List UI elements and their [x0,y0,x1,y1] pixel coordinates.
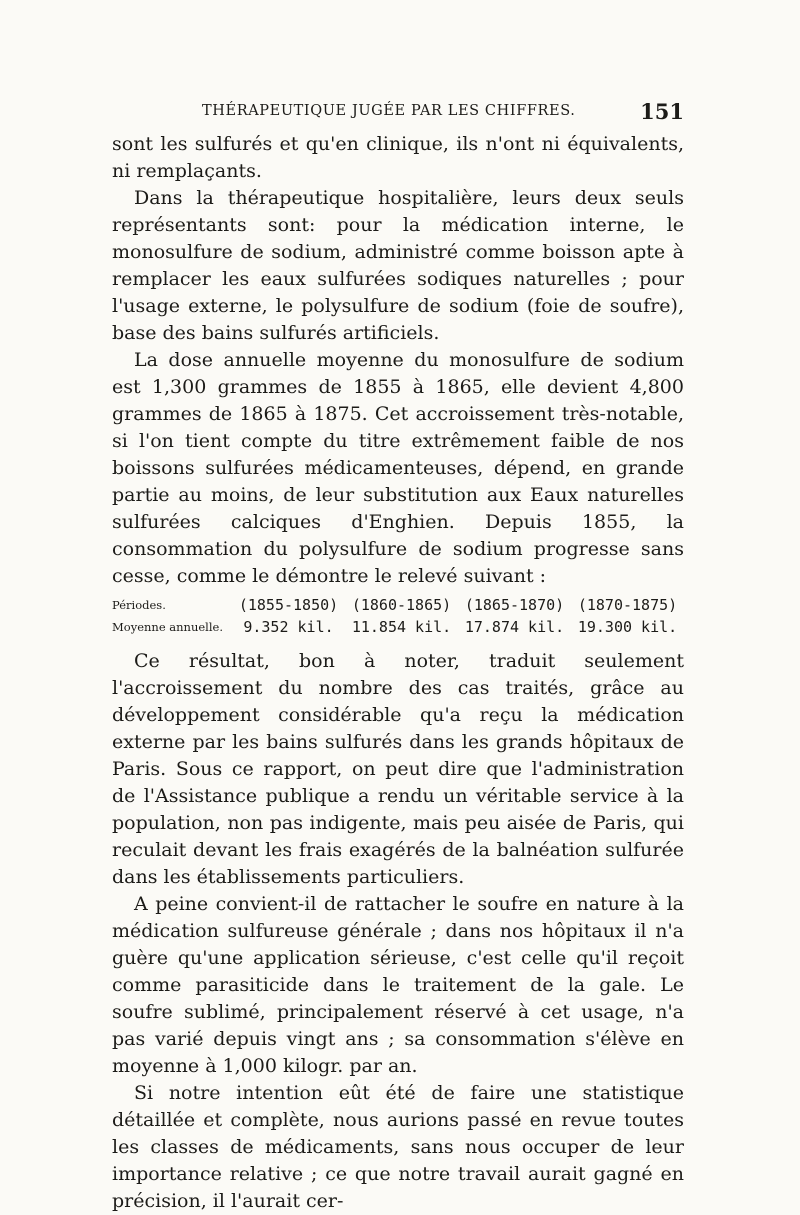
periods-label: Périodes. [112,598,166,612]
paragraph: La dose annuelle moyenne du monosulfure de sodium est 1,300 grammes de 1855 à 1865, elle devient 4,800 grammes de 1865 à 1875. Cet accroissement très-notable, si l'on tient compte du titre extrêmement faible de nos boissons sulfurées médicamenteuses, dépend, en grande partie au moins, de leur substitution aux Eaux naturelles sulfurées calciques d'Enghien. Depuis 1855, la consommation du polysulfure de sodium progresse sans cesse, comme le démontre le relevé suivant : [112,349,684,587]
paragraph: sont les sulfurés et qu'en clinique, ils n'ont ni équivalents, ni remplaçants. [112,133,684,182]
running-head: THÉRAPEUTIQUE JUGÉE PAR LES CHIFFRES. [202,103,576,119]
table-row [112,594,684,616]
page-header [112,99,684,129]
table-cell: 19.300 kil. [577,618,678,636]
table-cell: (1855-1850) [238,596,339,614]
average-label: Moyenne annuelle. [112,620,223,634]
paragraph: Dans la thérapeutique hospitalière, leurs deux seuls représentants sont: pour la médication interne, le monosulfure de sodium, administré comme boisson apte à remplacer les eaux sulfurées sodiques naturelles ; pour l'usage externe, le polysulfure de sodium (foie de soufre), base des bains sulfurés artificiels. [112,187,684,344]
table-cell: 9.352 kil. [243,618,334,636]
page-number: 151 [640,99,684,124]
table-row [112,616,684,638]
consumption-table [112,594,684,638]
table-cell: 17.874 kil. [464,618,565,636]
table-cell: (1860-1865) [351,596,452,614]
table-cell: (1870-1875) [577,596,678,614]
paragraph: A peine convient-il de rattacher le soufre en nature à la médication sulfureuse générale ; dans nos hôpitaux il n'a guère qu'une application sérieuse, c'est celle qu'il reçoit comme parasiticide dans le traitement de la gale. Le soufre sublimé, principalement réservé à cet usage, n'a pas varié depuis vingt ans ; sa consommation s'élève en moyenne à 1,000 kilogr. par an. [112,893,684,1077]
body-text [112,131,684,1215]
table-cell: 11.854 kil. [351,618,452,636]
paragraph: Si notre intention eût été de faire une statistique détaillée et complète, nous aurions passé en revue toutes les classes de médicaments, sans nous occuper de leur importance relative ; ce que notre travail aurait gagné en précision, il l'aurait cer- [112,1082,684,1212]
table-cell: (1865-1870) [464,596,565,614]
paragraph: Ce résultat, bon à noter, traduit seulement l'accroissement du nombre des cas traités, grâce au développement considérable qu'a reçu la médication externe par les bains sulfurés dans les grands hôpitaux de Paris. Sous ce rapport, on peut dire que l'administration de l'Assistance publique a rendu un véritable service à la population, non pas indigente, mais peu aisée de Paris, qui reculait devant les frais exagérés de la balnéation sulfurée dans les établissements particuliers. [112,650,684,888]
